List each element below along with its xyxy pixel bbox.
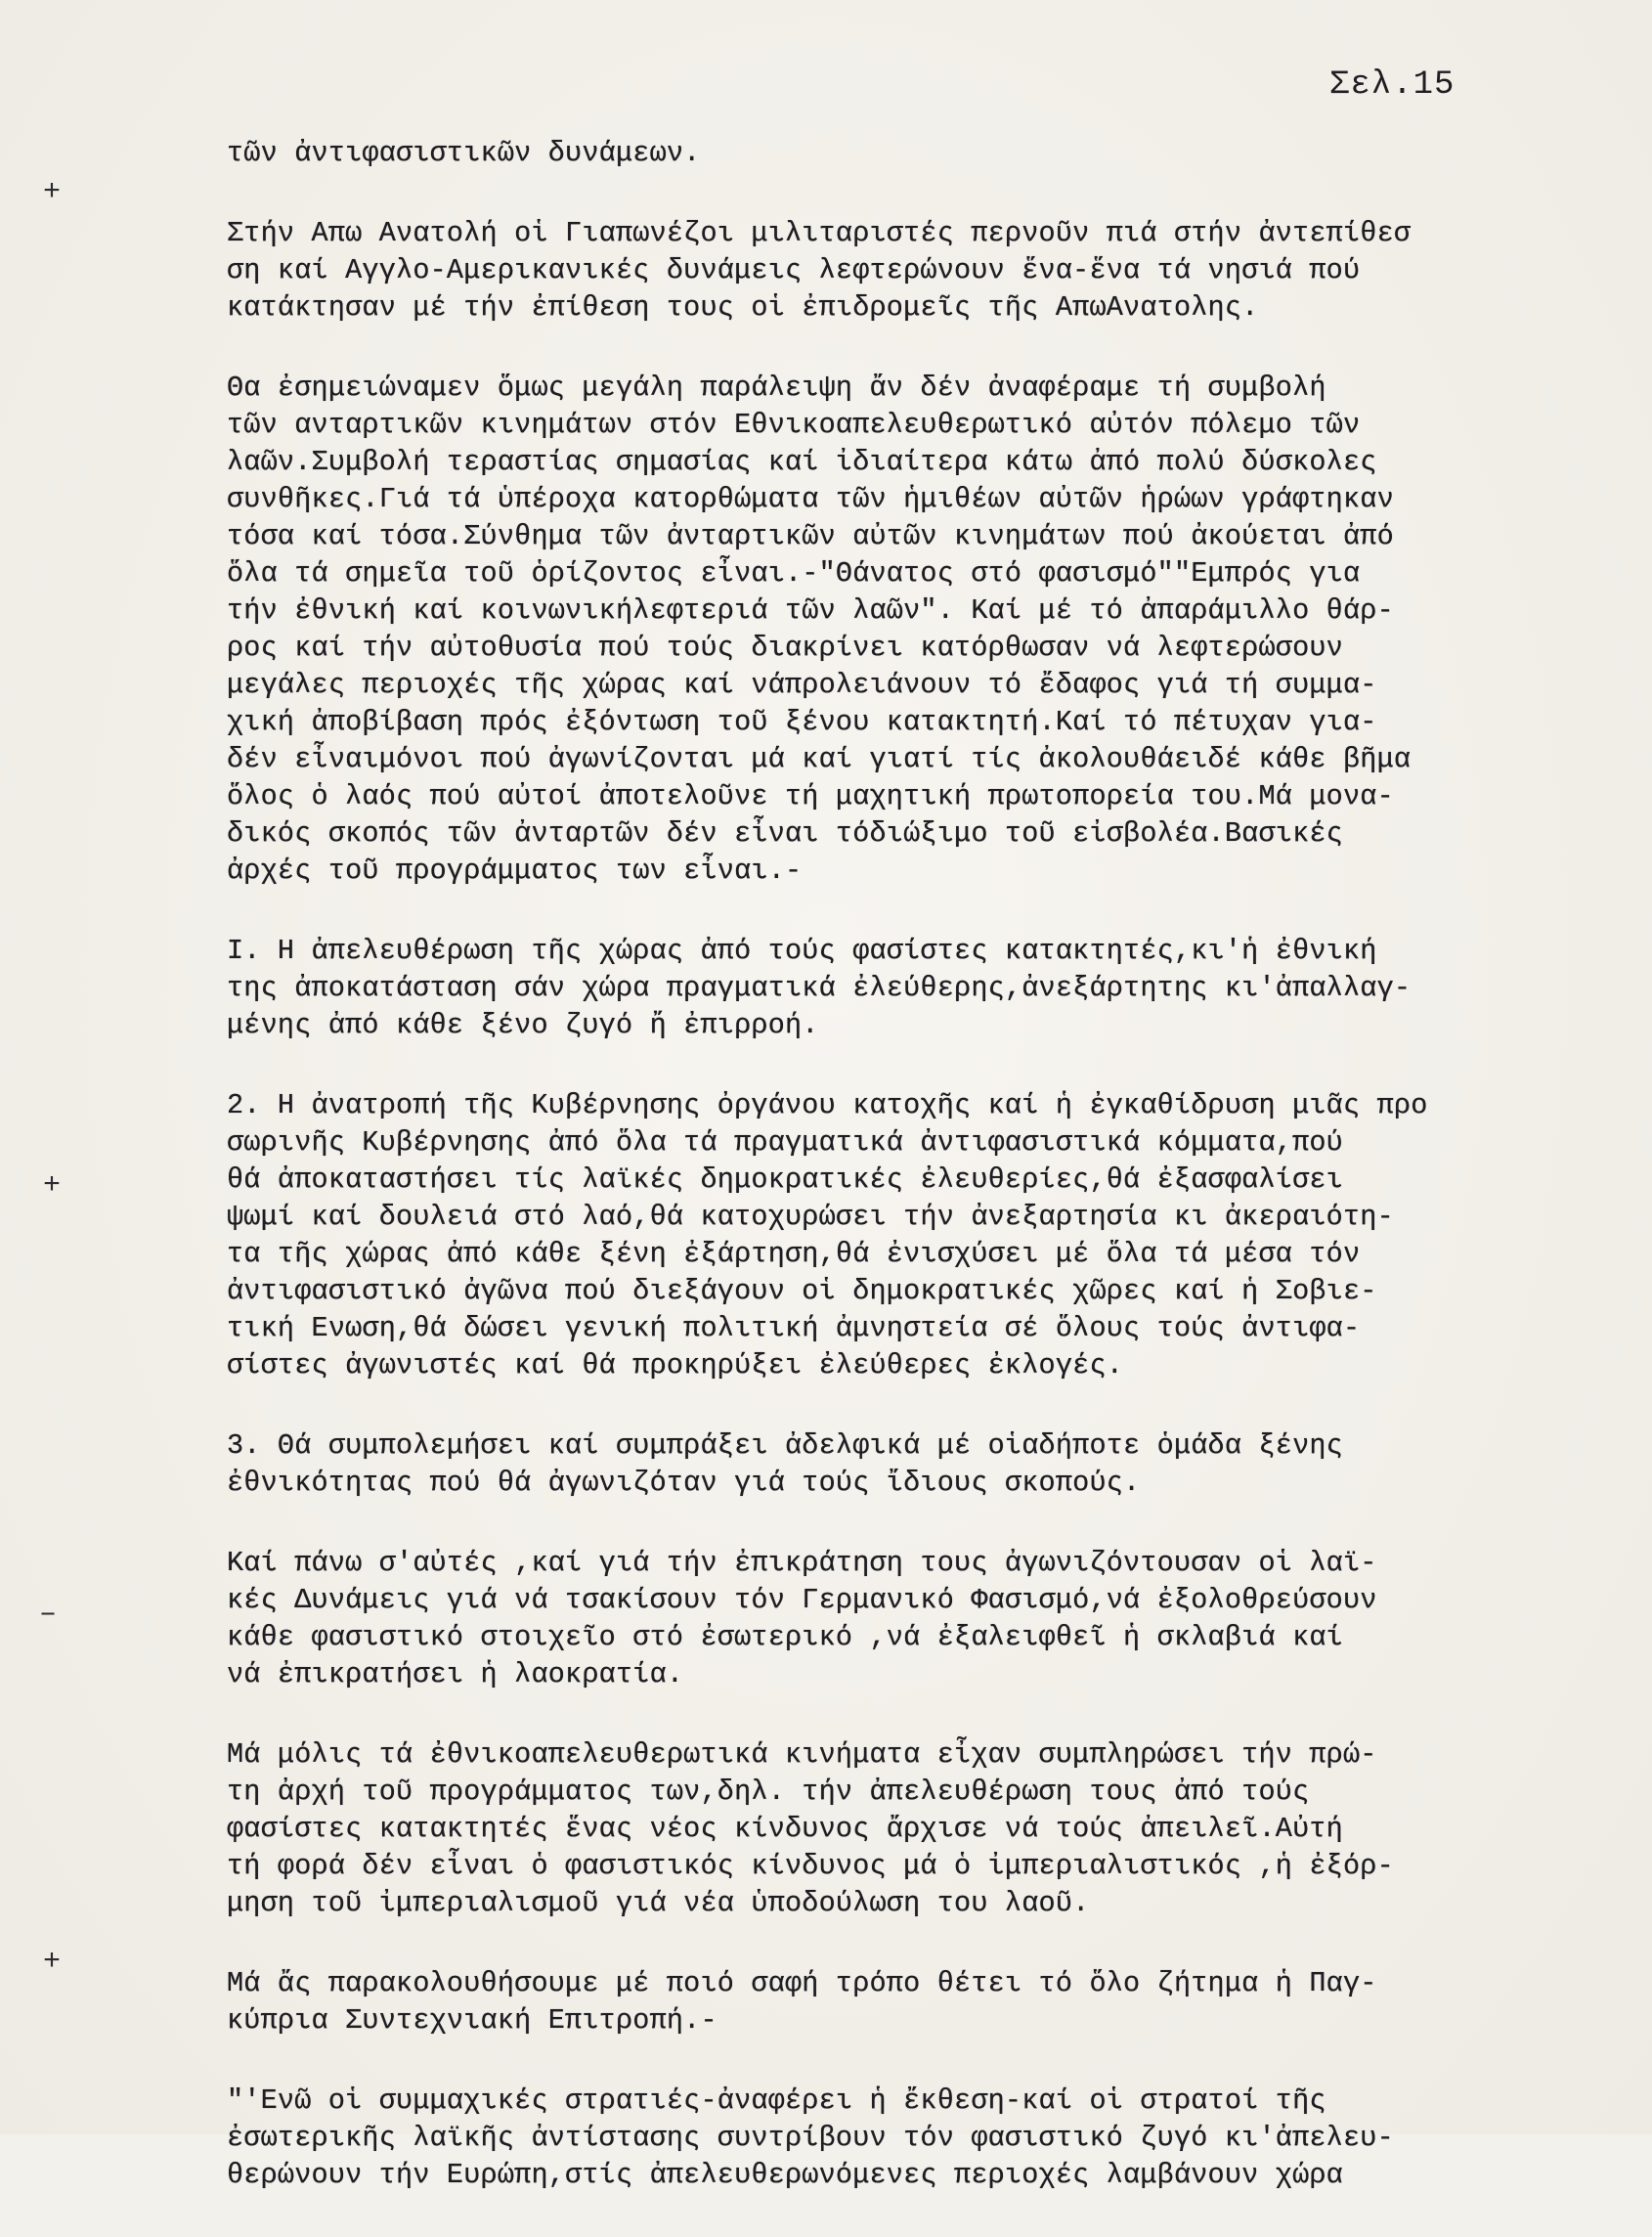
- text-line: ἀντιφασιστικό ἀγῶνα πού διεξάγουν οἱ δημοκρατικές χῶρες καί ἡ Σοβιε-: [227, 1275, 1377, 1307]
- paragraph: [227, 135, 1634, 172]
- paragraph: [227, 1427, 1634, 1502]
- paragraph: [227, 215, 1634, 327]
- text-line: τη ἀρχή τοῦ προγράμματος των,δηλ. τήν ἀπελευθέρωση τους ἀπό τούς: [227, 1776, 1310, 1808]
- text-line: θερώνουν τήν Ευρώπη,στίς ἀπελευθερωνόμενες περιοχές λαμβάνουν χώρα: [227, 2159, 1343, 2191]
- text-line: ψωμί καί δουλειά στό λαό,θά κατοχυρώσει τήν ἀνεξαρτησία κι ἀκεραιότη-: [227, 1201, 1394, 1233]
- text-line: τή φορά δέν εἶναι ὁ φασιστικός κίνδυνος μά ὁ ἰμπεριαλιστικός ,ἡ ἐξόρ-: [227, 1850, 1394, 1882]
- margin-tick-mark: +: [43, 1946, 62, 1979]
- text-line: νά ἐπικρατήσει ἡ λαοκρατία.: [227, 1658, 684, 1690]
- text-line: Μά ἄς παρακολουθήσουμε μέ ποιό σαφή τρόπο θέτει τό ὅλο ζήτημα ἡ Παγ-: [227, 1967, 1377, 1999]
- paragraph: [227, 933, 1634, 1044]
- paragraph: [227, 1087, 1634, 1384]
- text-line: τήν ἐθνική καί κοινωνικήλεφτεριά τῶν λαῶν". Καί μέ τό ἀπαράμιλλο θάρ-: [227, 594, 1394, 627]
- text-line: τῶν ἀντιφασιστικῶν δυνάμεων.: [227, 137, 701, 169]
- text-line: μένης ἀπό κάθε ξένο ζυγό ἤ ἐπιρροή.: [227, 1009, 819, 1041]
- text-line: Θα ἐσημειώναμεν ὅμως μεγάλη παράλειψη ἄν δέν ἀναφέραμε τή συμβολή: [227, 372, 1326, 404]
- text-line: συνθῆκες.Γιά τά ὑπέροχα κατορθώματα τῶν ἡμιθέων αὐτῶν ἡρώων γράφτηκαν: [227, 483, 1394, 515]
- text-line: χική ἀποβίβαση πρός ἐξόντωση τοῦ ξένου κατακτητή.Καί τό πέτυχαν για-: [227, 706, 1377, 738]
- paragraph: [227, 1736, 1634, 1922]
- text-line: τόσα καί τόσα.Σύνθημα τῶν ἀνταρτικῶν αὐτῶν κινημάτων πού ἀκούεται ἀπό: [227, 520, 1394, 552]
- text-line: ὅλος ὁ λαός πού αὐτοί ἀποτελοῦνε τή μαχητική πρωτοπορεία του.Μά μονα-: [227, 780, 1394, 812]
- text-line: κάθε φασιστικό στοιχεῖο στό ἐσωτερικό ,νά ἐξαλειφθεῖ ἡ σκλαβιά καί: [227, 1621, 1343, 1653]
- paragraph: [227, 1545, 1634, 1693]
- text-line: ὅλα τά σημεῖα τοῦ ὁρίζοντος εἶναι.-"Θάνατος στό φασισμό""Εμπρός για: [227, 557, 1361, 590]
- margin-tick-mark: +: [43, 176, 62, 209]
- text-line: μεγάλες περιοχές τῆς χώρας καί νάπρολειάνουν τό ἔδαφος γιά τή συμμα-: [227, 669, 1377, 701]
- text-line: μηση τοῦ ἰμπεριαλισμοῦ γιά νέα ὑποδούλωση του λαοῦ.: [227, 1887, 1090, 1919]
- text-line: ρος καί τήν αὐτοθυσία πού τούς διακρίνει κατόρθωσαν νά λεφτερώσουν: [227, 632, 1343, 664]
- paragraph: [227, 2083, 1634, 2194]
- text-line: "'Ενῶ οἱ συμμαχικές στρατιές-ἀναφέρει ἡ ἔκθεση-καί οἱ στρατοί τῆς: [227, 2084, 1326, 2117]
- text-line: δέν εἶναιμόνοι πού ἀγωνίζονται μά καί γιατί τίς ἀκολουθάειδέ κάθε βῆμα: [227, 743, 1412, 775]
- text-line: ση καί Αγγλο-Αμερικανικές δυνάμεις λεφτερώνουν ἕνα-ἕνα τά νησιά πού: [227, 254, 1361, 286]
- text-line: Στήν Απω Ανατολή οἱ Γιαπωνέζοι μιλιταριστές περνοῦν πιά στήν ἀντεπίθεσ: [227, 217, 1412, 249]
- margin-tick-mark: –: [39, 1598, 58, 1631]
- margin-tick-mark: +: [43, 1169, 62, 1203]
- text-line: 3. Θά συμπολεμήσει καί συμπράξει ἀδελφικά μέ οἱαδήποτε ὁμάδα ξένης: [227, 1429, 1343, 1462]
- text-line: Ι. Η ἀπελευθέρωση τῆς χώρας ἀπό τούς φασίστες κατακτητές,κι'ἡ ἐθνική: [227, 935, 1377, 967]
- text-line: τική Ενωση,θά δώσει γενική πολιτική ἀμνηστεία σέ ὅλους τούς ἀντιφα-: [227, 1312, 1361, 1344]
- text-line: ἐσωτερικῆς λαϊκῆς ἀντίστασης συντρίβουν τόν φασιστικό ζυγό κι'ἀπελευ-: [227, 2122, 1394, 2154]
- text-line: τα τῆς χώρας ἀπό κάθε ξένη ἐξάρτηση,θά ἐνισχύσει μέ ὅλα τά μέσα τόν: [227, 1238, 1361, 1270]
- text-line: κές Δυνάμεις γιά νά τσακίσουν τόν Γερμανικό Φασισμό,νά ἐξολοθρεύσουν: [227, 1584, 1377, 1616]
- text-line: θά ἀποκαταστήσει τίς λαϊκές δημοκρατικές ἐλευθερίες,θά ἐξασφαλίσει: [227, 1163, 1343, 1196]
- text-line: Καί πάνω σ'αὐτές ,καί γιά τήν ἐπικράτηση τους ἀγωνιζόντουσαν οἱ λαϊ-: [227, 1547, 1377, 1579]
- page-number: Σελ.15: [1329, 66, 1456, 104]
- text-line: σίστες ἀγωνιστές καί θά προκηρύξει ἐλεύθερες ἐκλογές.: [227, 1349, 1124, 1382]
- paragraph: [227, 370, 1634, 890]
- text-line: ἐθνικότητας πού θά ἀγωνιζόταν γιά τούς ἴδιους σκοπούς.: [227, 1467, 1141, 1499]
- body-text: [227, 135, 1634, 2237]
- text-line: 2. Η ἀνατροπή τῆς Κυβέρνησης ὀργάνου κατοχῆς καί ἡ ἐγκαθίδρυση μιᾶς προ: [227, 1089, 1428, 1121]
- text-line: Μά μόλις τά ἐθνικοαπελευθερωτικά κινήματα εἶχαν συμπληρώσει τήν πρώ-: [227, 1738, 1377, 1771]
- text-line: σωρινῆς Κυβέρνησης ἀπό ὅλα τά πραγματικά ἀντιφασιστικά κόμματα,πού: [227, 1126, 1343, 1159]
- text-line: λαῶν.Συμβολή τεραστίας σημασίας καί ἰδιαίτερα κάτω ἀπό πολύ δύσκολες: [227, 446, 1377, 478]
- text-line: δικός σκοπός τῶν ἀνταρτῶν δέν εἶναι τόδιώξιμο τοῦ εἰσβολέα.Βασικές: [227, 817, 1343, 850]
- text-line: φασίστες κατακτητές ἕνας νέος κίνδυνος ἄρχισε νά τούς ἀπειλεῖ.Αὐτή: [227, 1813, 1343, 1845]
- paragraph: [227, 1965, 1634, 2040]
- text-line: ἀρχές τοῦ προγράμματος των εἶναι.-: [227, 855, 803, 887]
- text-line: κατάκτησαν μέ τήν ἐπίθεση τους οἱ ἐπιδρομεῖς τῆς ΑπωΑνατολης.: [227, 291, 1259, 324]
- text-line: κύπρια Συντεχνιακή Επιτροπή.-: [227, 2004, 717, 2037]
- text-line: τῶν ανταρτικῶν κινημάτων στόν Εθνικοαπελευθερωτικό αὐτόν πόλεμο τῶν: [227, 409, 1361, 441]
- text-line: της ἀποκατάσταση σάν χώρα πραγματικά ἐλεύθερης,ἀνεξάρτητης κι'ἀπαλλαγ-: [227, 972, 1412, 1004]
